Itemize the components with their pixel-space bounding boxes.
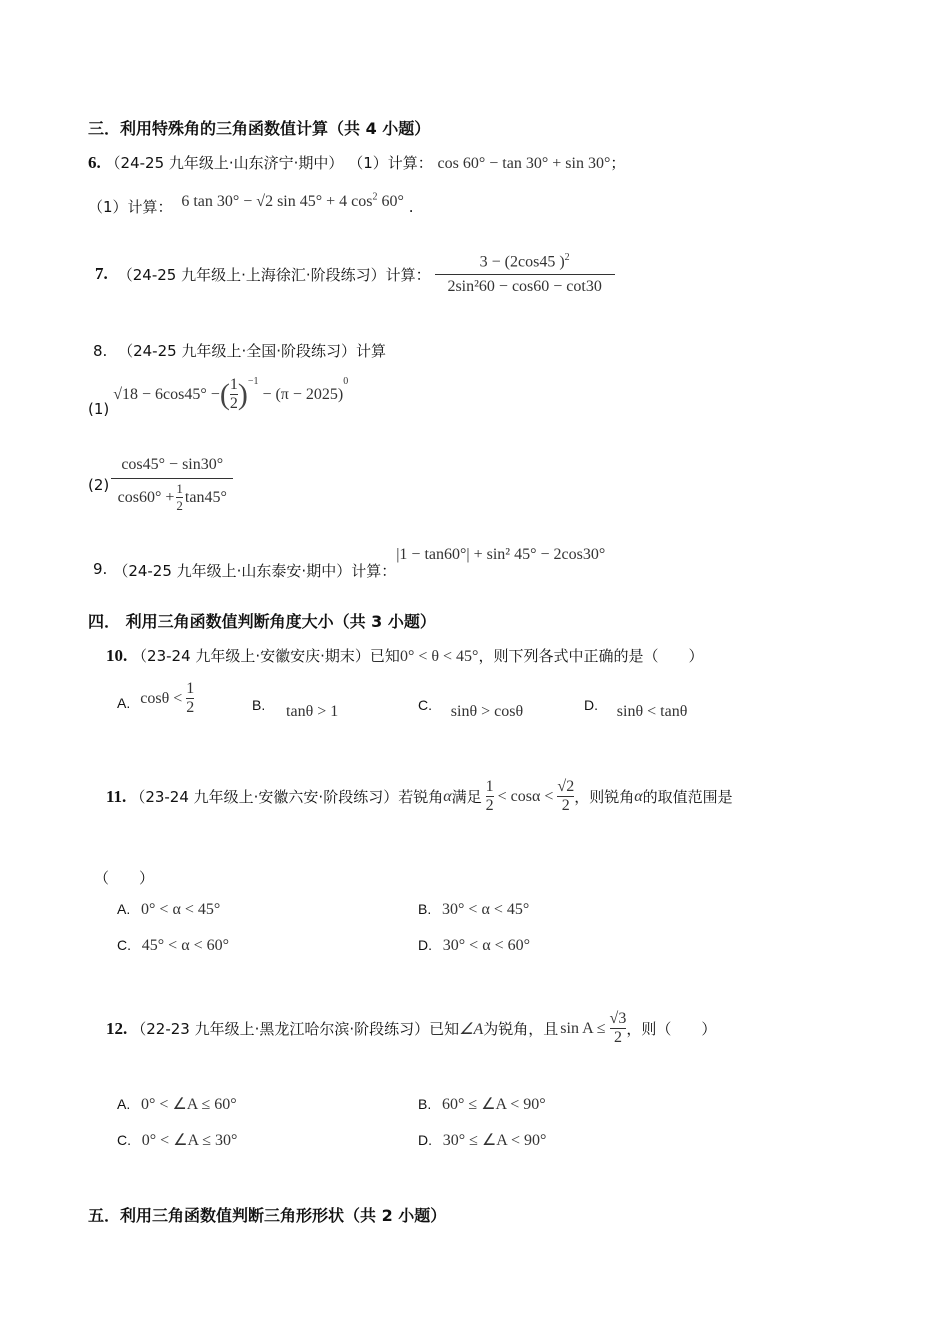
- question-number: 11.: [106, 786, 127, 806]
- denominator: 2: [186, 699, 195, 716]
- option-label: D.: [418, 1132, 432, 1148]
- formula-b: − (π − 2025): [262, 385, 344, 403]
- question-text: 满足: [451, 788, 482, 806]
- option-label: D.: [418, 937, 432, 953]
- question-number: 8.: [93, 342, 108, 360]
- formula-b: 60°: [377, 193, 404, 210]
- formula-text: sin A ≤: [560, 1019, 606, 1037]
- exponent: 0: [343, 376, 349, 387]
- section-3-title: 三．利用特殊角的三角函数值计算（共 4 小题）: [88, 119, 431, 138]
- punct: .: [408, 198, 414, 216]
- question-8-part-2: [88, 456, 233, 514]
- question-number: 10.: [106, 646, 128, 665]
- option-label: B.: [418, 1096, 432, 1112]
- question-text: ，则锐角: [574, 788, 635, 806]
- question-8: [93, 340, 386, 361]
- question-text-end: ，则（ ）: [626, 1020, 717, 1038]
- q12-option-b[interactable]: [418, 1094, 546, 1114]
- part-label: (2): [88, 476, 110, 494]
- q10-option-b[interactable]: [252, 696, 339, 720]
- numerator: 1: [176, 481, 183, 496]
- section-5-title: 五．利用三角函数值判断三角形形状（共 2 小题）: [88, 1206, 447, 1225]
- alpha-symbol: α: [634, 787, 643, 805]
- option-formula: [140, 680, 194, 717]
- denominator: 2: [613, 1029, 622, 1046]
- punct: ；: [610, 154, 626, 172]
- fraction: [486, 778, 494, 815]
- numerator: 1: [229, 376, 238, 393]
- option-label: D.: [584, 697, 598, 713]
- option-formula: 30° < α < 45°: [442, 901, 530, 918]
- formula: [486, 778, 575, 815]
- alpha-symbol: α: [443, 787, 452, 805]
- paren: ): [237, 377, 248, 411]
- option-formula: 30° < α < 60°: [442, 937, 531, 954]
- exponent: 2: [372, 191, 378, 203]
- fraction: [435, 252, 615, 296]
- numerator: 1: [485, 778, 494, 795]
- question-6-part-2: [88, 191, 414, 217]
- numerator-text: 3 − (2cos45 ): [479, 253, 565, 271]
- part-label: (1): [88, 399, 110, 418]
- question-text: （23-24 九年级上·安徽六安·阶段练习）若锐角: [130, 788, 444, 806]
- question-text: （23-24 九年级上·安徽安庆·期末）已知: [132, 647, 400, 665]
- question-10: [106, 645, 703, 666]
- formula: cos 60° − tan 30° + sin 30°: [437, 155, 611, 172]
- q10-option-d[interactable]: [584, 696, 688, 720]
- fraction: [557, 778, 574, 815]
- q12-option-c[interactable]: [117, 1130, 237, 1150]
- q11-option-b[interactable]: [418, 900, 529, 919]
- section-4-title: 四． 利用三角函数值判断角度大小（共 3 小题）: [88, 612, 436, 631]
- formula: [560, 1010, 626, 1047]
- fraction: [186, 680, 194, 717]
- part-label: （1）计算：: [348, 154, 433, 172]
- angle-symbol: ∠A: [459, 1020, 484, 1038]
- formula: |1 − tan60°| + sin² 45° − 2cos30°: [396, 546, 606, 563]
- option-label: A.: [117, 694, 131, 711]
- question-6: [88, 152, 625, 173]
- option-formula: 0° < ∠A ≤ 30°: [141, 1132, 238, 1149]
- part-label: （1）计算：: [88, 198, 173, 216]
- option-formula: 0° < ∠A ≤ 60°: [141, 1096, 237, 1113]
- q12-option-a[interactable]: [117, 1094, 237, 1114]
- fraction: [610, 1010, 627, 1047]
- fraction: [111, 456, 233, 514]
- option-label: C.: [117, 1132, 131, 1148]
- question-text-end: ，则下列各式中正确的是（ ）: [478, 647, 704, 665]
- option-label: A.: [117, 901, 131, 917]
- denominator: 2sin²60 − cos60 − cot30: [447, 278, 602, 296]
- exponent: −1: [247, 376, 259, 387]
- numerator: cos45° − sin30°: [121, 456, 224, 473]
- formula: [113, 376, 348, 413]
- question-12: [106, 1010, 716, 1047]
- option-label: B.: [418, 901, 432, 917]
- denominator: 2: [561, 797, 570, 814]
- question-text: （22-23 九年级上·黑龙江哈尔滨·阶段练习）已知: [131, 1020, 460, 1038]
- q11-option-c[interactable]: [117, 936, 229, 955]
- question-number: 9.: [93, 560, 108, 578]
- option-formula: 0° < α < 45°: [141, 901, 221, 918]
- question-source: （24-25 九年级上·山东泰安·期中）计算：: [113, 562, 397, 580]
- formula: 0° < θ < 45°: [399, 648, 479, 665]
- question-8-part-1: [88, 376, 349, 418]
- q11-option-d[interactable]: [418, 936, 530, 955]
- denominator: [118, 479, 227, 514]
- question-number: 6.: [88, 153, 101, 172]
- q10-option-c[interactable]: [418, 696, 524, 720]
- option-label: B.: [252, 697, 266, 713]
- question-source: （24-25 九年级上·全国·阶段练习）计算: [118, 342, 386, 360]
- formula-a: √18 − 6cos45° −: [113, 385, 220, 403]
- question-text: 为锐角，且: [483, 1020, 559, 1038]
- denominator: 2: [485, 797, 494, 814]
- option-label: C.: [117, 937, 131, 953]
- denominator: 2: [176, 498, 183, 513]
- q10-option-a[interactable]: [117, 680, 194, 717]
- question-source: （24-25 九年级上·上海徐汇·阶段练习）计算：: [117, 265, 431, 284]
- option-formula: 45° < α < 60°: [141, 937, 230, 954]
- formula-a: 6 tan 30° − √2 sin 45° + 4 cos: [181, 193, 373, 210]
- q11-option-a[interactable]: [117, 900, 220, 919]
- option-label: A.: [117, 1096, 131, 1112]
- option-label: C.: [418, 697, 432, 713]
- numerator: 1: [186, 680, 195, 697]
- paren: (: [219, 377, 230, 411]
- q12-option-d[interactable]: [418, 1130, 546, 1150]
- half-fraction: [176, 481, 183, 514]
- question-number: 7.: [95, 264, 108, 284]
- formula-text: cosθ <: [140, 689, 183, 707]
- option-formula: sinθ > cosθ: [450, 703, 524, 720]
- numerator: √2: [557, 778, 575, 795]
- option-formula: sinθ < tanθ: [616, 703, 688, 720]
- question-number: 12.: [106, 1018, 128, 1038]
- fraction: [230, 376, 238, 413]
- answer-paren: （ ）: [94, 869, 155, 887]
- option-formula: tanθ > 1: [286, 703, 339, 720]
- numerator: √3: [609, 1010, 627, 1027]
- question-text: 的取值范围是: [642, 788, 733, 806]
- denominator-a: cos60° +: [117, 488, 175, 506]
- option-formula: 30° ≤ ∠A < 90°: [442, 1132, 547, 1149]
- question-7: [95, 252, 615, 296]
- numerator: [476, 252, 574, 274]
- question-9: [93, 546, 605, 581]
- formula: [181, 193, 404, 210]
- question-11: [106, 778, 733, 815]
- formula-mid: < cosα <: [497, 787, 554, 805]
- denominator-b: tan45°: [184, 488, 227, 506]
- exponent: 2: [564, 252, 570, 263]
- option-formula: 60° ≤ ∠A < 90°: [442, 1096, 546, 1113]
- question-source: （24-25 九年级上·山东济宁·期中）: [105, 154, 344, 172]
- denominator: 2: [229, 395, 238, 412]
